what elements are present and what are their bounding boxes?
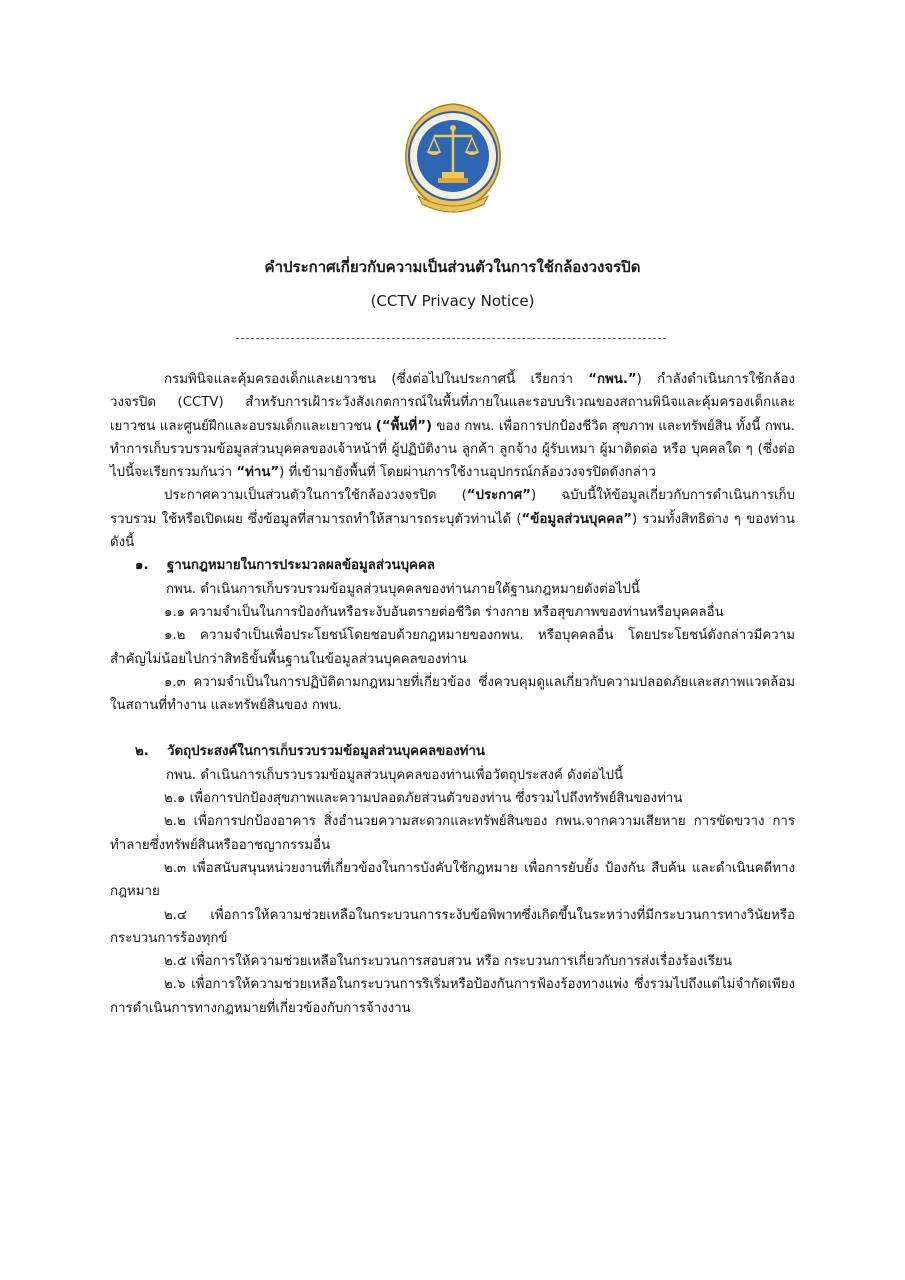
scales-of-justice-emblem-icon: [398, 100, 508, 220]
department-logo: [398, 100, 508, 220]
section-1-item: ๑.๓ ความจำเป็นในการปฏิบัติตามกฎหมายที่เกี่ยวข้อง ซึ่งควบคุมดูแลเกี่ยวกับความปลอดภัยและสภาพแวดล้อมในสถานที่ทำงาน และทรัพย์สินของ กพน.: [110, 674, 795, 714]
section-2-item: ๒.๔ เพื่อการให้ความช่วยเหลือในกระบวนการระงับข้อพิพาทซึ่งเกิดขึ้นในระหว่างที่มีกระบวนการทางวินัยหรือกระบวนการร้องทุกข์: [110, 907, 795, 946]
section-1-heading: ๑. ฐานกฎหมายในการประมวลผลข้อมูลส่วนบุคคล: [135, 558, 435, 574]
section-2-item: ๒.๕ เพื่อการให้ความช่วยเหลือในกระบวนการสอบสวน หรือ กระบวนการเกี่ยวกับการส่งเรื่องร้องเรียน: [164, 954, 732, 970]
section-1-lead: กพน. ดำเนินการเก็บรวบรวมข้อมูลส่วนบุคคลของท่านภายใต้ฐานกฎหมายดังต่อไปนี้: [166, 581, 641, 597]
page-subtitle: (CCTV Privacy Notice): [370, 292, 535, 310]
section-2-item: ๒.๖ เพื่อการให้ความช่วยเหลือในกระบวนการริเริ่มหรือป้องกันการฟ้องร้องทางแพ่ง ซึ่งรวมไปถึงแต่ไม่จำกัดเพียงการดำเนินการทางกฎหมายที่เกี่ยวข้องกับการจ้างงาน: [110, 977, 795, 1016]
intro-paragraph-2: ประกาศความเป็นส่วนตัวในการใช้กล้องวงจรปิด (“ประกาศ”) ฉบับนี้ให้ข้อมูลเกี่ยวกับการดำเนินการเก็บรวบรวม ใช้หรือเปิดเผย ซึ่งข้อมูลที่สามารถทำให้สามารถระบุตัวท่านได้ (“ข้อมูลส่วนบุคคล”) รวมทั้งสิทธิต่าง ๆ ของท่าน ดังนี้: [110, 488, 795, 551]
section-2-item: ๒.๑ เพื่อการปกป้องสุขภาพและความปลอดภัยส่วนตัวของท่าน ซึ่งรวมไปถึงทรัพย์สินของท่าน: [164, 791, 683, 807]
section-1-item: ๑.๑ ความจำเป็นในการป้องกันหรือระงับอันตรายต่อชีวิต ร่างกาย หรือสุขภาพของท่านหรือบุคคลอื่น: [164, 604, 724, 620]
section-2-heading: ๒. วัตถุประสงค์ในการเก็บรวบรวมข้อมูลส่วนบุคคลของท่าน: [135, 744, 486, 760]
section-2-item: ๒.๓ เพื่อสนับสนุนหน่วยงานที่เกี่ยวข้องในการบังคับใช้กฎหมาย เพื่อการยับยั้ง ป้องกัน สืบค้น และดำเนินคดีทางกฎหมาย: [110, 860, 795, 900]
intro-paragraph-1: กรมพินิจและคุ้มครองเด็กและเยาวชน (ซึ่งต่อไปในประกาศนี้ เรียกว่า “กพน.”) กำลังดำเนินการใช้กล้องวงจรปิด (CCTV) สำหรับการเฝ้าระวังสังเกตการณ์ในพื้นที่ภายในและรอบบริเวณของสถานพินิจและคุ้มครองเด็กและเยาวชน และศูนย์ฝึกและอบรมเด็กและเยาวชน (“พื้นที่”) ของ กพน. เพื่อการปกป้องชีวิต สุขภาพ และทรัพย์สิน ทั้งนี้ กพน. ทำการเก็บรวบรวมข้อมูลส่วนบุคคลของเจ้าหน้าที่ ผู้ปฏิบัติงาน ลูกค้า ลูกจ้าง ผู้รับเหมา ผู้มาติดต่อ หรือ บุคคลใด ๆ (ซึ่งต่อไปนี้จะเรียกรวมกันว่า “ท่าน”) ที่เข้ามายังพื้นที่ โดยผ่านการใช้งานอุปกรณ์กล้องวงจรปิดดังกล่าว: [110, 372, 795, 481]
document-body: [110, 368, 795, 1020]
section-1-item: ๑.๒ ความจำเป็นเพื่อประโยชน์โดยชอบด้วยกฎหมายของกพน. หรือบุคคลอื่น โดยประโยชน์ดังกล่าวมีความสำคัญไม่น้อยไปกว่าสิทธิขั้นพื้นฐานในข้อมูลส่วนบุคคลของท่าน: [110, 628, 795, 667]
title-divider: [236, 338, 666, 339]
spacer: [110, 717, 795, 740]
section-2-lead: กพน. ดำเนินการเก็บรวบรวมข้อมูลส่วนบุคคลของท่านเพื่อวัตถุประสงค์ ดังต่อไปนี้: [166, 767, 624, 783]
page-title: คำประกาศเกี่ยวกับความเป็นส่วนตัวในการใช้กล้องวงจรปิด: [264, 258, 641, 276]
section-2-item: ๒.๒ เพื่อการปกป้องอาคาร สิ่งอำนวยความสะดวกและทรัพย์สินของ กพน.จากความเสียหาย การขัดขวาง การทำลายซึ่งทรัพย์สินหรืออาชญากรรมอื่น: [110, 814, 795, 853]
